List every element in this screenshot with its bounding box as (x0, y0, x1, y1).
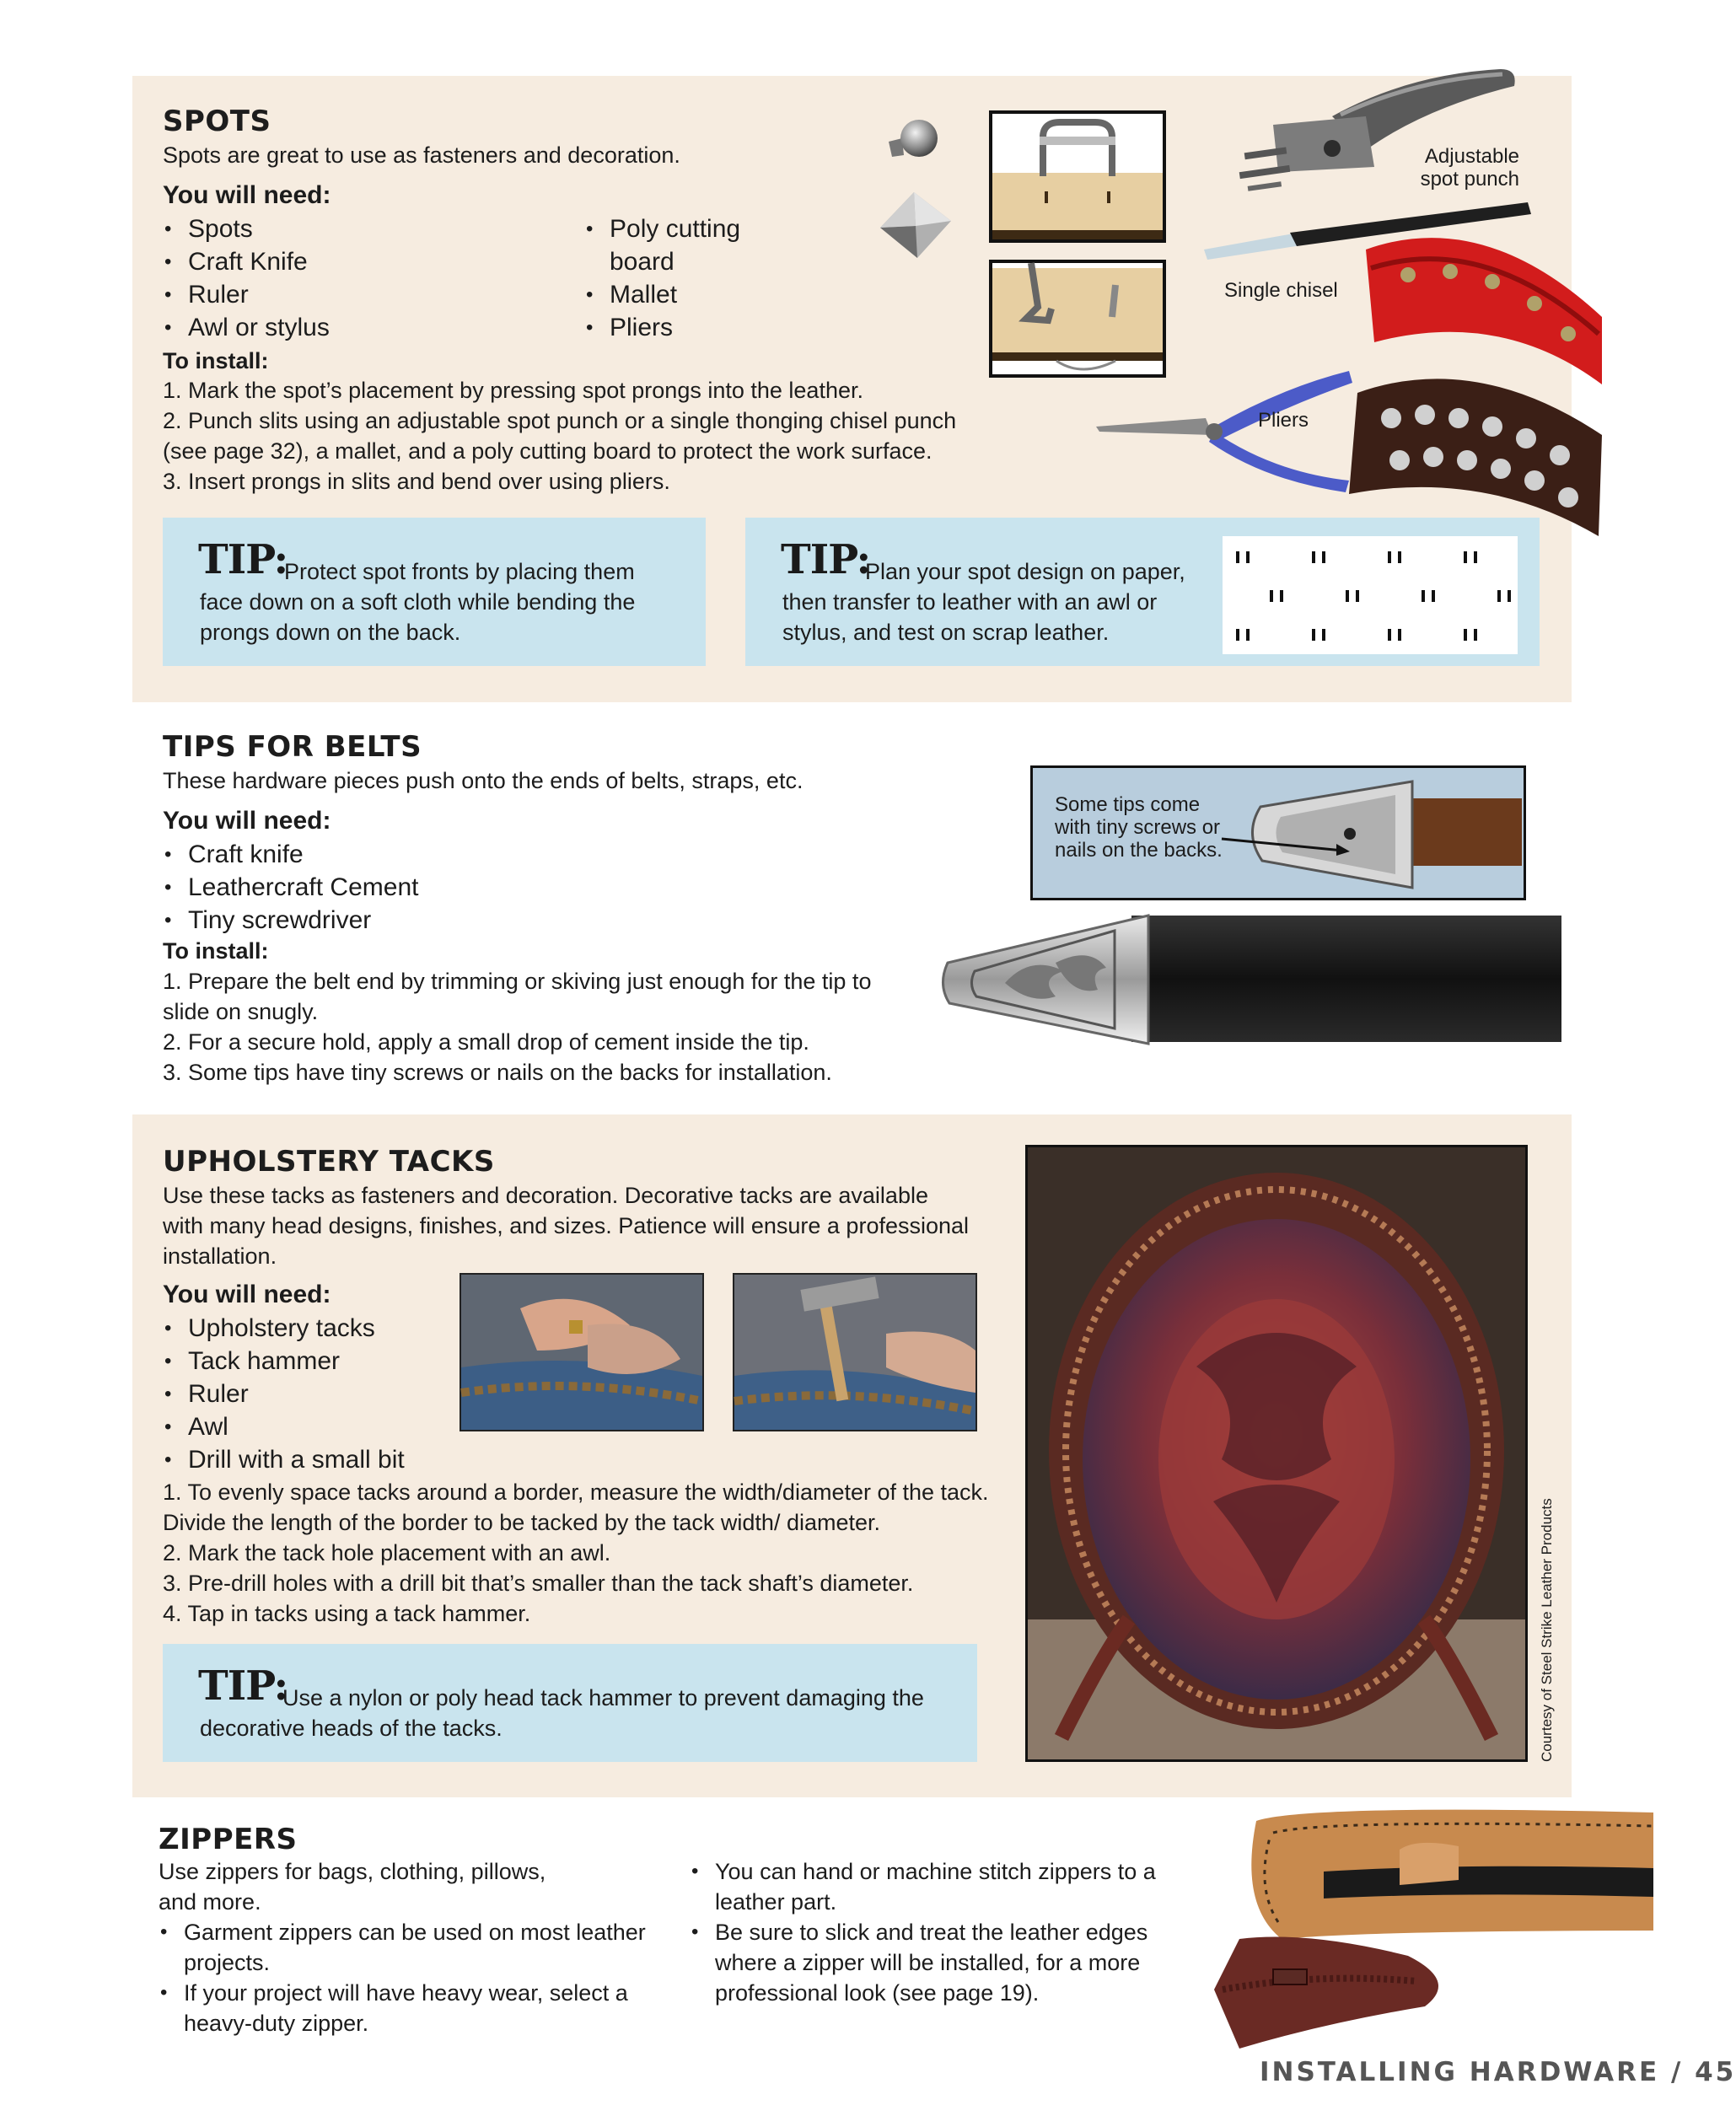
list-item: • Be sure to slick and treat the leather edges where a zipper will be installed, for a more professional look (see page 19). (690, 1917, 1187, 2008)
spots-need-list-2 (584, 212, 795, 344)
tip-label: TIP: (781, 536, 871, 583)
list-item: 2. For a secure hold, apply a small drop of cement inside the tip. (163, 1029, 809, 1055)
list-item: • Awl or stylus (163, 311, 567, 344)
tip-label: TIP: (198, 536, 288, 583)
spots-title: SPOTS (163, 105, 271, 138)
belts-intro: These hardware pieces push onto the ends of belts, straps, etc. (163, 768, 804, 793)
belt-inset (1030, 765, 1526, 900)
spots-need-label: You will need: (163, 181, 331, 209)
list-item: 1. Mark the spot’s placement by pressing spot prongs into the leather. (163, 378, 863, 403)
zipper-icon (1206, 1804, 1653, 2049)
tooled-chair-photo (1025, 1145, 1528, 1762)
tacks-tip (163, 1644, 977, 1762)
list-item: • Spots (163, 212, 567, 245)
zippers-intro: Use zippers for bags, clothing, pillows, and more. (159, 1859, 546, 1915)
pliers-icon (1096, 354, 1357, 497)
belts-need-label: You will need: (163, 807, 331, 835)
spot-pyramid-icon (873, 187, 954, 263)
list-item: 3. Pre-drill holes with a drill bit that’s smaller than the tack shaft’s diameter. (163, 1571, 914, 1596)
list-item: 1. To evenly space tacks around a border, measure the width/diameter of the tack. Divide the length of the border to be tacked by the tack width/ diameter. (163, 1480, 989, 1535)
spots-steps (163, 375, 989, 497)
list-item: • Mallet (584, 278, 795, 311)
tip-text: Use a nylon or poly head tack hammer to prevent damaging the decorative heads of the tacks. (200, 1685, 924, 1741)
zippers-list-2 (690, 1856, 1187, 2008)
list-item: 3. Insert prongs in slits and bend over using pliers. (163, 469, 670, 494)
zippers-list-1 (159, 1917, 656, 2038)
belts-need-list (163, 838, 584, 937)
tacks-need-label: You will need: (163, 1281, 331, 1308)
list-item: • Leathercraft Cement (163, 871, 584, 904)
list-item: • Ruler (163, 278, 567, 311)
list-item: • Ruler (163, 1378, 466, 1410)
arrow-icon (1218, 832, 1353, 857)
page-number: 45 (1695, 2057, 1736, 2087)
bracelets-icon (1332, 216, 1619, 570)
tacks-title: UPHOLSTERY TACKS (163, 1145, 495, 1179)
list-item: • Upholstery tacks (163, 1312, 466, 1345)
spots-intro: Spots are great to use as fasteners and decoration. (163, 142, 680, 168)
list-item: • Tack hammer (163, 1345, 466, 1378)
list-item: • Craft knife (163, 838, 584, 871)
belts-install-label: To install: (163, 938, 269, 964)
list-item: • Awl (163, 1410, 466, 1443)
list-item: • Craft Knife (163, 245, 567, 278)
spot-dome-icon (884, 113, 951, 164)
list-item: • Garment zippers can be used on most leather projects. (159, 1917, 656, 1978)
tip-text: Protect spot fronts by placing them face down on a soft cloth while bending the prongs down on the back. (200, 559, 636, 645)
spots-need-list-1 (163, 212, 567, 344)
inset-caption: Some tips come with tiny screws or nails on the backs. (1055, 793, 1223, 862)
spots-tip-1 (163, 518, 706, 666)
punch-caption: Adjustable spot punch (1420, 145, 1519, 191)
belts-title: TIPS FOR BELTS (163, 730, 422, 764)
belts-steps (163, 966, 905, 1088)
tacks-steps (163, 1477, 1014, 1629)
list-item: • Tiny screwdriver (163, 904, 584, 937)
list-item: • If your project will have heavy wear, select a heavy-duty zipper. (159, 1978, 656, 2038)
photo-credit: Courtesy of Steel Strike Leather Products (1539, 1498, 1555, 1762)
chisel-caption: Single chisel (1224, 279, 1338, 302)
list-item: • You can hand or machine stitch zippers to a leather part. (690, 1856, 1187, 1917)
page-footer (1260, 2057, 1736, 2087)
list-item: 3. Some tips have tiny screws or nails on the backs for installation. (163, 1060, 832, 1085)
tacks-photo-1 (460, 1273, 704, 1431)
list-item: • Poly cutting board (584, 212, 795, 278)
list-item: 1. Prepare the belt end by trimming or skiving just enough for the tip to slide on snugly. (163, 969, 872, 1024)
list-item: 2. Punch slits using an adjustable spot punch or a single thonging chisel punch (see page 32), a mallet, and a poly cutting board to protect the work surface. (163, 408, 957, 464)
spot-layout-pattern (1223, 536, 1518, 654)
list-item: 4. Tap in tacks using a tack hammer. (163, 1601, 531, 1626)
tip-text: Plan your spot design on paper, then transfer to leather with an awl or stylus, and test on scrap leather. (782, 559, 1185, 645)
spots-install-label: To install: (163, 348, 269, 373)
list-item: 2. Mark the tack hole placement with an awl. (163, 1540, 611, 1566)
spot-prong-diagram-top (989, 110, 1166, 243)
belt-tip-photo (938, 912, 1561, 1054)
tacks-need-list (163, 1312, 466, 1476)
zippers-title: ZIPPERS (159, 1823, 298, 1856)
tip-label: TIP: (198, 1662, 288, 1710)
section-name: INSTALLING HARDWARE (1260, 2057, 1660, 2087)
list-item: • Pliers (584, 311, 795, 344)
spots-tip-2 (745, 518, 1540, 666)
pliers-caption: Pliers (1258, 409, 1309, 432)
footer-separator: / (1670, 2057, 1684, 2087)
tacks-photo-2 (733, 1273, 977, 1431)
tacks-intro: Use these tacks as fasteners and decoration. Decorative tacks are available with many head designs, finishes, and sizes. Patience will ensure a professional installation. (163, 1183, 970, 1269)
list-item: • Drill with a small bit (163, 1443, 466, 1476)
